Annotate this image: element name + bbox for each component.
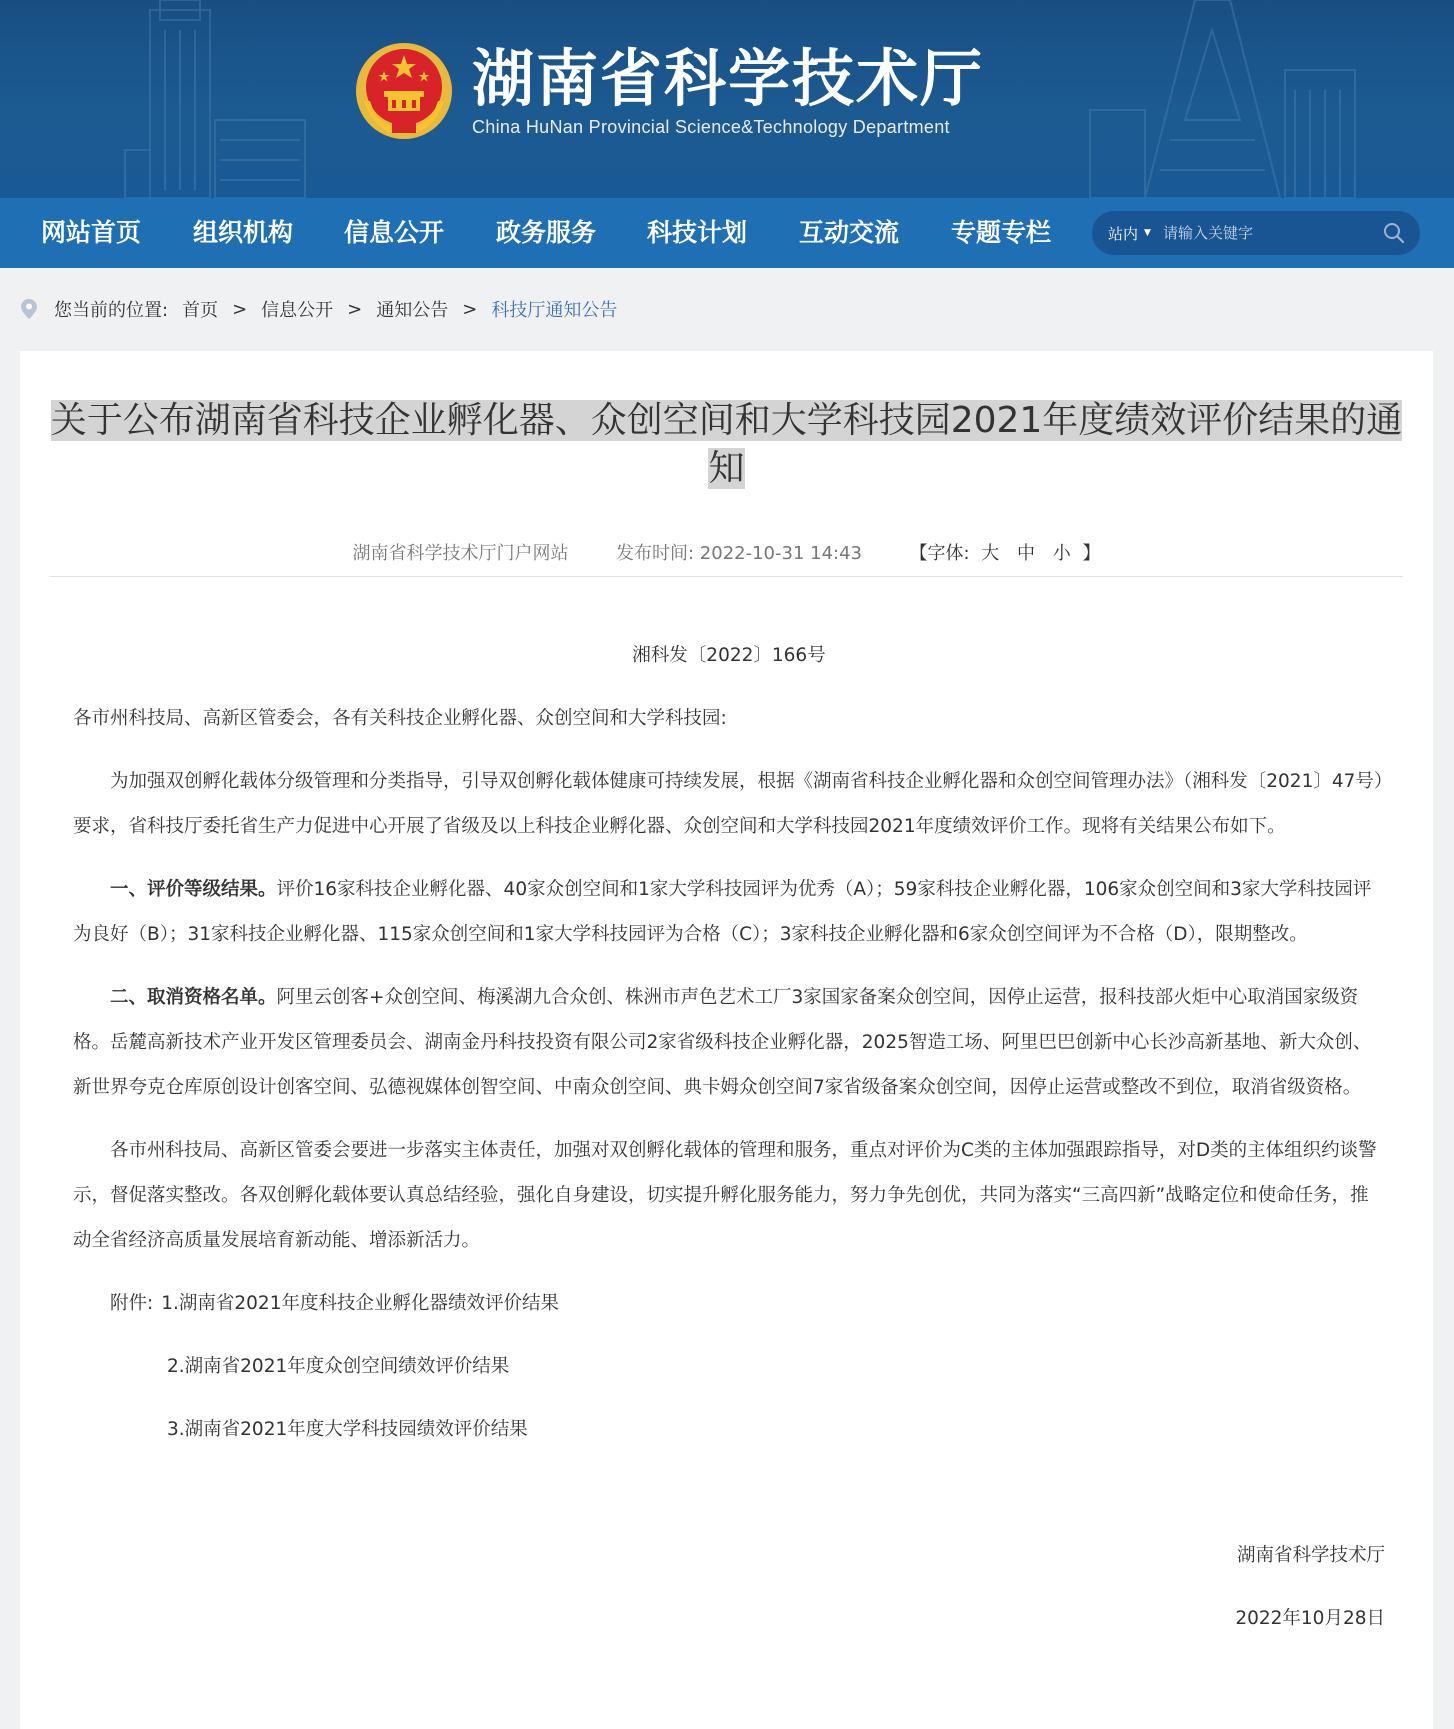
building-right-decoration [1080, 0, 1370, 198]
section-1-text: 评价16家科技企业孵化器、40家众创空间和1家大学科技园评为优秀（A）；59家科技企业孵化器，106家众创空间和3家大学科技园评为良好（B）；31家科技企业孵化器、115家众创空间和1家大学科技园评为合格（C）；3家科技企业孵化器和6家众创空间评为不合格（D），限期整改。 [73, 879, 1372, 945]
font-size-large-button[interactable]: 大 [981, 543, 1000, 564]
nav-item-tech-plans[interactable]: 科技计划 [647, 218, 748, 247]
paragraph-section-2 [73, 975, 1385, 1110]
nav-item-home[interactable]: 网站首页 [41, 218, 142, 247]
search-scope-label: 站内 [1108, 224, 1139, 243]
breadcrumb-prefix: 您当前的位置: [54, 300, 169, 321]
article-meta [20, 539, 1433, 565]
site-brand[interactable] [354, 36, 984, 146]
article-title-line2: 知 [708, 448, 745, 489]
salutation: 各市州科技局、高新区管委会，各有关科技企业孵化器、众创空间和大学科技园: [73, 708, 727, 729]
breadcrumb-link-home[interactable]: 首页 [182, 300, 219, 321]
article-source: 湖南省科学技术厅门户网站 [352, 543, 569, 564]
section-2-text: 阿里云创客+众创空间、梅溪湖九合众创、株洲市声色艺术工厂3家国家备案众创空间，因停止运营，报科技部火炬中心取消国家级资格。岳麓高新技术产业开发区管理委员会、湖南金丹科技投资有限公司2家省级科技企业孵化器，2025智造工场、阿里巴巴创新中心长沙高新基地、新大众创、新世界夸克仓库原创设计创客空间、弘德视媒体创智空间、中南众创空间、典卡姆众创空间7家省级备案众创空间，因停止运营或整改不到位，取消省级资格。 [73, 987, 1372, 1098]
search-scope-select[interactable] [1108, 223, 1151, 244]
paragraph-closing: 各市州科技局、高新区管委会要进一步落实主体责任，加强对双创孵化载体的管理和服务，重点对评价为C类的主体加强跟踪指导，对D类的主体组织约谈警示，督促落实整改。各双创孵化载体要认真总结经验，强化自身建设，切实提升孵化服务能力，努力争先创优，共同为落实“三高四新”战略定位和使命任务，推动全省经济高质量发展培育新动能、增添新活力。 [73, 1140, 1377, 1251]
location-pin-icon [20, 298, 38, 320]
nav-item-gov-services[interactable]: 政务服务 [496, 218, 597, 247]
building-left-decoration [120, 0, 320, 198]
attachment-item [73, 1281, 1385, 1326]
section-1-heading: 一、评价等级结果。 [110, 879, 277, 900]
national-emblem-icon [354, 41, 454, 141]
font-size-medium-button[interactable]: 中 [1017, 543, 1036, 564]
article-title [20, 397, 1433, 493]
signature-date: 2022年10月28日 [1235, 1608, 1385, 1629]
nav-item-interaction[interactable]: 互动交流 [799, 218, 900, 247]
article-body [73, 633, 1385, 1641]
attachment-link-1[interactable]: 1.湖南省2021年度科技企业孵化器绩效评价结果 [161, 1293, 559, 1314]
paragraph-section-1 [73, 867, 1385, 957]
breadcrumb [0, 268, 1454, 350]
breadcrumb-separator: > [347, 298, 363, 320]
paragraph-intro: 为加强双创孵化载体分级管理和分类指导，引导双创孵化载体健康可持续发展，根据《湖南省科技企业孵化器和众创空间管理办法》（湘科发〔2021〕47号）要求，省科技厅委托省生产力促进中心开展了省级及以上科技企业孵化器、众创空间和大学科技园2021年度绩效评价工作。现将有关结果公布如下。 [73, 771, 1384, 837]
search-box [1092, 211, 1420, 255]
site-header [0, 0, 1454, 198]
search-icon[interactable] [1382, 221, 1406, 245]
breadcrumb-link-notices[interactable]: 通知公告 [376, 300, 449, 321]
publish-label: 发布时间: [615, 543, 695, 564]
nav-item-organization[interactable]: 组织机构 [193, 218, 294, 247]
document-number: 湘科发〔2022〕166号 [632, 645, 826, 666]
article-title-line1: 关于公布湖南省科技企业孵化器、众创空间和大学科技园2021年度绩效评价结果的通 [50, 400, 1403, 441]
caret-down-icon: ▼ [1144, 228, 1151, 238]
font-size-control [909, 543, 1100, 564]
main-nav [0, 198, 1454, 268]
nav-item-special-topics[interactable]: 专题专栏 [951, 218, 1052, 247]
attachment-label: 附件: [110, 1293, 154, 1314]
font-size-small-button[interactable]: 小 [1052, 543, 1071, 564]
meta-divider [50, 576, 1403, 577]
search-input[interactable] [1161, 217, 1375, 249]
site-title: 湖南省科学技术厅 [472, 42, 985, 115]
publish-time: 2022-10-31 14:43 [699, 543, 862, 564]
breadcrumb-separator: > [232, 298, 248, 320]
breadcrumb-separator: > [462, 298, 478, 320]
article-card [20, 351, 1433, 1729]
breadcrumb-link-info[interactable]: 信息公开 [261, 300, 334, 321]
attachment-link-3[interactable]: 3.湖南省2021年度大学科技园绩效评价结果 [167, 1419, 528, 1440]
nav-item-info-disclosure[interactable]: 信息公开 [344, 218, 445, 247]
signature: 湖南省科学技术厅 [1236, 1545, 1385, 1566]
font-size-close: 】 [1082, 543, 1101, 564]
section-2-heading: 二、取消资格名单。 [110, 987, 277, 1008]
attachment-link-2[interactable]: 2.湖南省2021年度众创空间绩效评价结果 [167, 1356, 510, 1377]
font-size-open: 【字体: [909, 543, 970, 564]
breadcrumb-current[interactable]: 科技厅通知公告 [491, 300, 618, 321]
site-subtitle: China HuNan Provincial Science&Technology Department [472, 117, 950, 137]
